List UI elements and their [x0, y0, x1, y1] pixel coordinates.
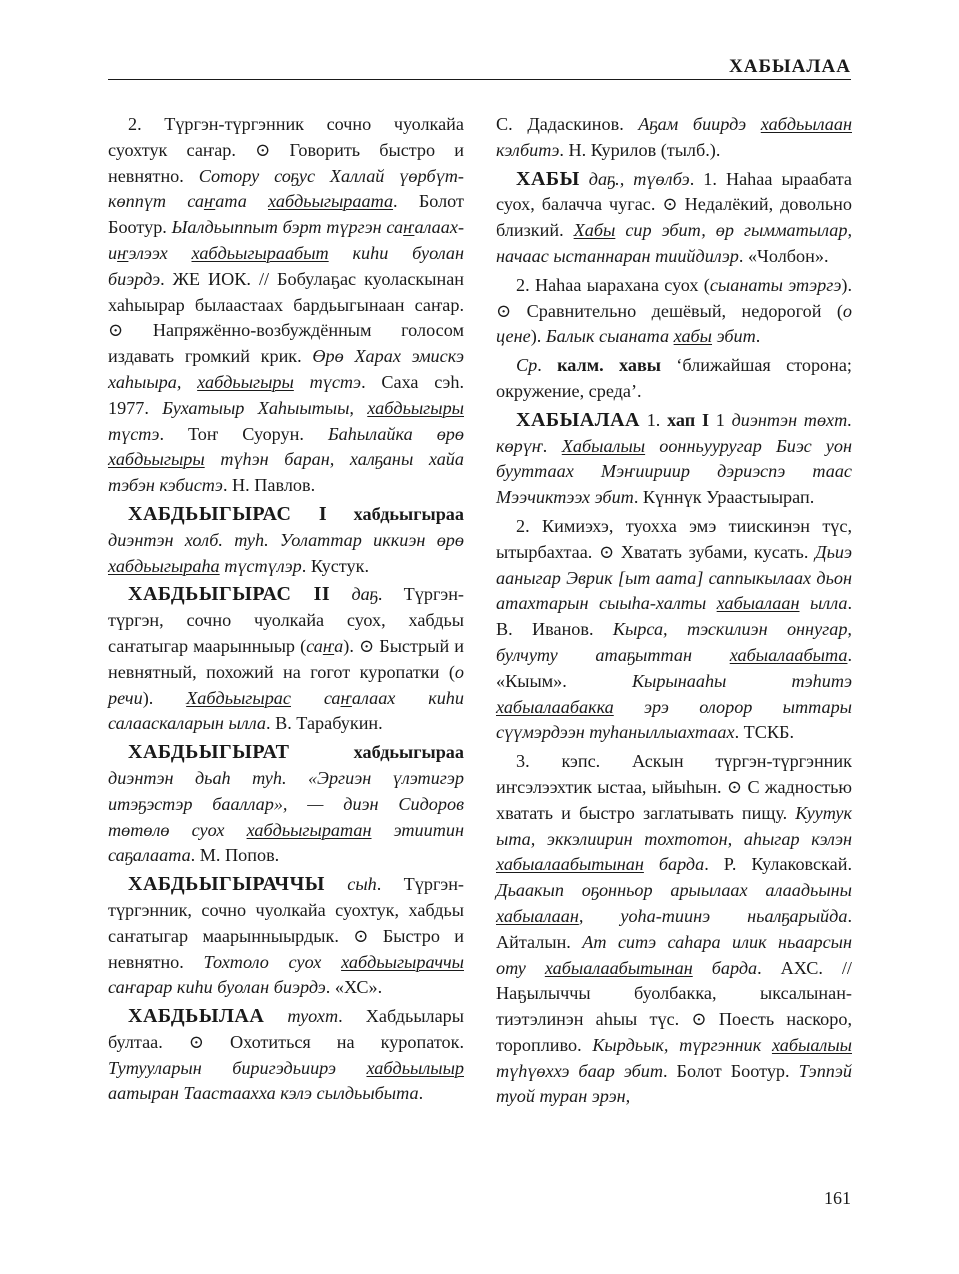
left-column: [108, 112, 464, 1110]
entry-paragraph: 2. Кимиэхэ, туохха эмэ тиискинэн түс, ытырбахтаа. ⊙ Хватать зубами, кусать. Дьиэ ааныгар Эврик [ыт аата] саппыкылаах дьон атахтарын сыыһа-халты хабыалаан ылла. В. Иванов. Кырса, тэскилиэн оннугар, булчуту атаҕыттан хабыалаабыта. «Кыым». Кырынааһы тэһитэ хабыалаабакка эрэ олорор ыттары сүүмэрдээн туһаныллыахтаах. ТСКБ.: [496, 515, 852, 743]
entry-paragraph: ХАБДЬЫГЫРАС I хабдьыгыраа диэнтэн холб. туһ. Уолаттар иккиэн өрө хабдьыгыраһа түстүлэр. Кустук.: [108, 502, 464, 576]
running-head: ХАБЫАЛАА: [729, 56, 851, 77]
entry-paragraph: С. Дадаскинов. Аҕам биирдэ хабдьылаан кэлбитэ. Н. Курилов (тылб.).: [496, 114, 852, 160]
page-number: 161: [824, 1188, 851, 1208]
entry-paragraph: ХАБДЬЫГЫРАТ хабдьыгыраа диэнтэн дьаһ туһ. «Эргиэн үлэтигэр итэҕэстэр бааллар», — диэн Сидоров төтөлө суох хабдьыгыратан этиитин саҕалаата. М. Попов.: [108, 741, 464, 866]
entry-paragraph: ХАБДЬЫГЫРАЧЧЫ сыһ. Түргэн-түргэнник, сочно чуолкайа суохтук, хабдьы саҥатыгар маарынныырдык. ⊙ Быстро и невнятно. Тохтоло суох хабдьыгыраччы саҥарар киһи буолан биэрдэ. «ХС».: [108, 873, 464, 998]
entry-paragraph: 2. Түргэн-түргэнник сочно чуолкайа суохтук саҥар. ⊙ Говорить быстро и невнятно. Сотору соҕус Халлай үөрбүт-көппүт саҥата хабдьыгыраата. Болот Боотур. Ыалдьыппыт бэрт түргэн саҥалаах-иҥэлээх хабдьыгыраабыт киһи буолан биэрдэ. ЖЕ ИОК. // Бобулаҕас куоласкынан хаһыырар былаастаах бардьыгынаан саҥар. ⊙ Напряжённо-возбуждённым голосом издавать громкий крик. Өрө Харах эмискэ хаһыыра, хабдьыгыры түстэ. Саха сэһ. 1977. Бухатыыр Хаһыытыы, хабдьыгыры түстэ. Тоҥ Суорун. Баһылайка өрө хабдьыгыры түһэн баран, халҕаны хайа тэбэн кэбистэ. Н. Павлов.: [108, 114, 465, 496]
entry-paragraph: Ср. калм. хавы ‘ближайшая сторона; окружение, среда’.: [496, 355, 852, 401]
entry-paragraph: 3. кэпс. Аскын түргэн-түргэнник иҥсэлээхтик ыстаа, ыйыһын. ⊙ С жадностью хватать и быстро заглатывать пищу. Куутук ыта, эккэлиирин тохтотон, аһыгар кэлэн хабыалаабытынан барда. Ρ. Кулаковскай. Дьаакып оҕонньор арыылаах алаадьыны хабыалаан, уоһа-тиинэ ньалҕарыйда. Айталын. Ат ситэ саһара илик ньаарсын оту хабыалаабытынан барда. АХС. // Наҕылыччы буолбакка, ыксалынан-тиэтэлинэн аһыы түс. ⊙ Поесть наскоро, торопливо. Кырдьык, түргэнник хабыалыы түһүөххэ баар эбит. Болот Боотур. Тэппэй туой туран эрэн,: [496, 751, 853, 1107]
entry-paragraph: 2. Наһаа ыарахана суох (сыанаты этэргэ). ⊙ Сравнительно дешёвый, недорогой (о цене). Балык сыаната хабы эбит.: [496, 274, 852, 347]
entry-paragraph: ХАБЫ даҕ., түөлбэ. 1. Наһаа ыраабата суох, балачча чугас. ⊙ Недалёкий, довольно близкий. Хабы сир эбит, өр гымматылар, начаас ыстаннаран тиийдилэр. «Чолбон».: [496, 167, 852, 266]
right-column: [496, 112, 852, 1113]
header-rule: [108, 79, 851, 80]
entry-paragraph: ХАБЫАЛАА 1. хап I 1 диэнтэн төхт. көрүҥ. Хабыалыы оонньууругар Биэс уон бууттаах Мэҥиириир дэриэспэ таас Мээчиктээх эбит. Күннүк Ураастыырап.: [496, 408, 853, 508]
entry-paragraph: ХАБДЬЫЛАА туохт. Хабдьылары бултаа. ⊙ Охотиться на куропаток. Тутууларын биригэдьиирэ хабдьылыыр аатыран Таастаахха кэлэ сылдьыбыта.: [108, 1005, 464, 1104]
entry-paragraph: ХАБДЬЫГЫРАС II даҕ. Түргэн-түргэн, сочно чуолкайа суох, хабдьы саҥатыгар маарынныыр (саҥа). ⊙ Быстрый и невнятный, похожий на гогот куропатки (о речи). Хабдьыгырас саҥалаах киһи салааскаларын ылла. В. Тарабукин.: [108, 583, 465, 734]
